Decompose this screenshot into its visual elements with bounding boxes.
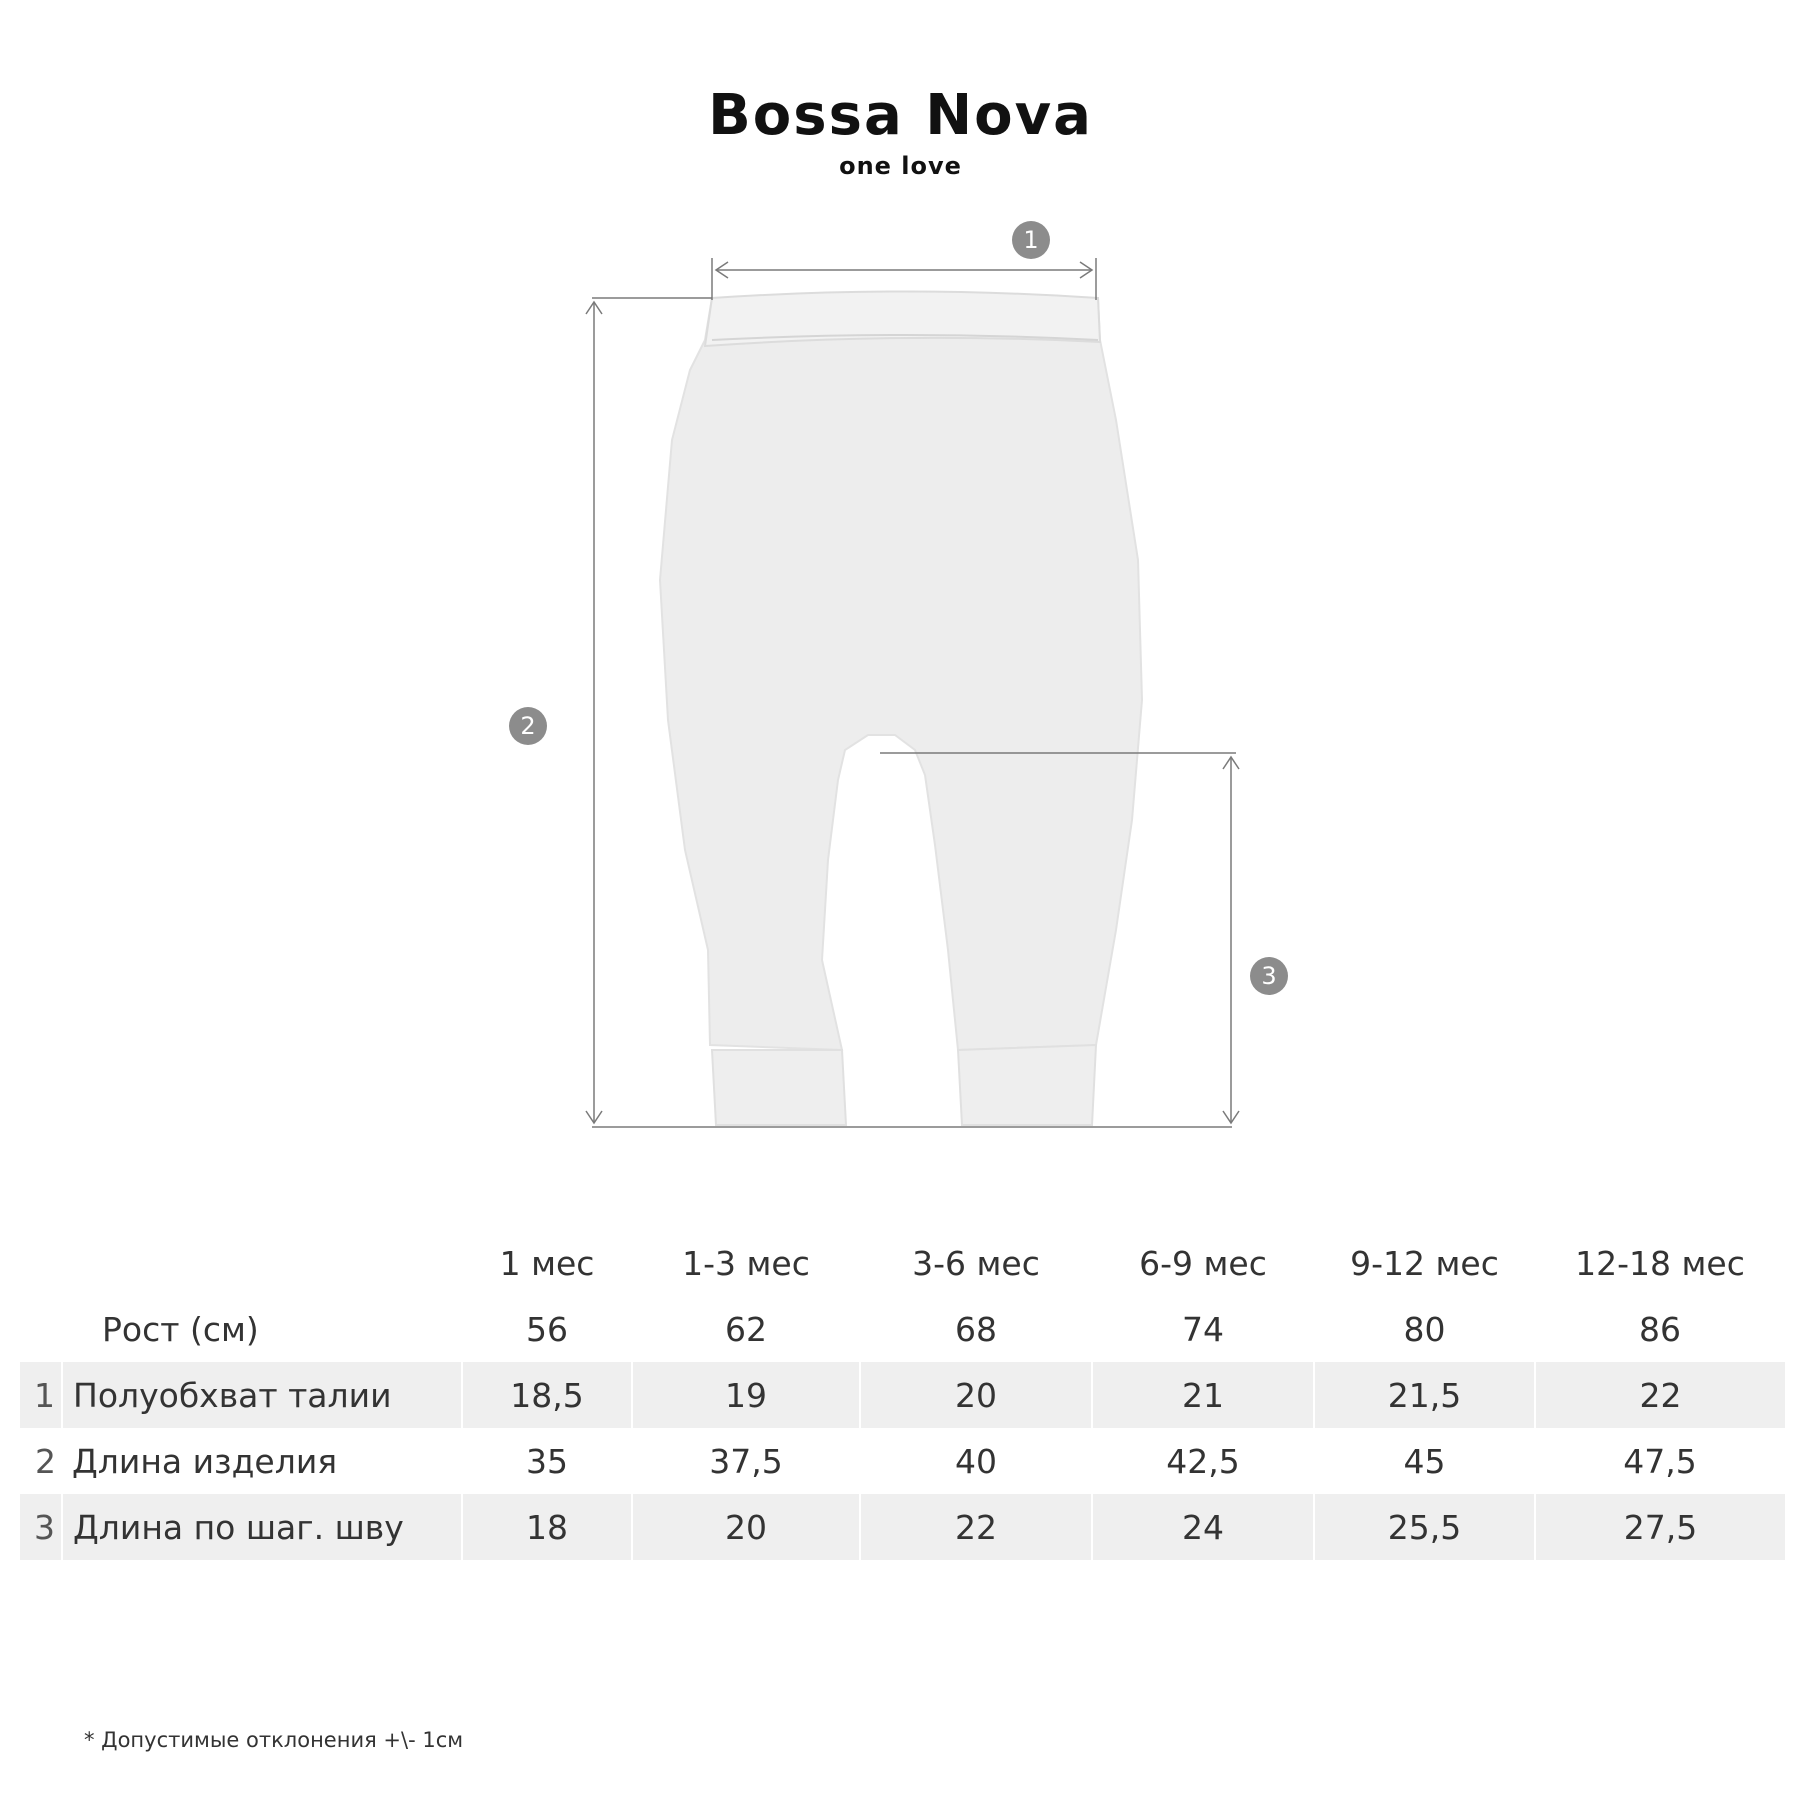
cell-value: 20 bbox=[632, 1494, 860, 1560]
cell-value: 21,5 bbox=[1314, 1362, 1535, 1428]
cell-value: 62 bbox=[725, 1309, 767, 1349]
size-chart-table bbox=[20, 1230, 1785, 1560]
table-row bbox=[20, 1428, 1785, 1494]
cell-value: 45 bbox=[1403, 1441, 1446, 1481]
cell-value: 27,5 bbox=[1535, 1494, 1785, 1560]
row-label: Рост (см) bbox=[102, 1309, 259, 1349]
cell-value: 35 bbox=[526, 1441, 568, 1481]
size-header: 3-6 мес bbox=[912, 1243, 1040, 1283]
cell-value: 74 bbox=[1182, 1309, 1224, 1349]
cell-value: 19 bbox=[632, 1362, 860, 1428]
tolerance-footnote: * Допустимые отклонения +\- 1см bbox=[84, 1728, 464, 1752]
cell-value: 56 bbox=[526, 1309, 568, 1349]
cell-value: 22 bbox=[860, 1494, 1092, 1560]
cell-value: 18 bbox=[462, 1494, 632, 1560]
cell-value: 20 bbox=[860, 1362, 1092, 1428]
size-header-row bbox=[20, 1230, 1785, 1296]
cell-value: 42,5 bbox=[1166, 1441, 1240, 1481]
size-header: 1 мес bbox=[499, 1243, 595, 1283]
size-header: 1-3 мес bbox=[682, 1243, 810, 1283]
height-row bbox=[20, 1296, 1785, 1362]
cell-value: 37,5 bbox=[709, 1441, 783, 1481]
size-header: 6-9 мес bbox=[1139, 1243, 1267, 1283]
table-row bbox=[20, 1362, 1785, 1428]
cell-value: 24 bbox=[1092, 1494, 1314, 1560]
right-cuff bbox=[958, 1045, 1096, 1125]
cell-value: 22 bbox=[1535, 1362, 1785, 1428]
cell-value: 47,5 bbox=[1623, 1441, 1697, 1481]
cell-value: 68 bbox=[955, 1309, 997, 1349]
size-header: 12-18 мес bbox=[1575, 1243, 1745, 1283]
table-row bbox=[20, 1494, 1785, 1560]
row-label: Длина изделия bbox=[72, 1441, 338, 1481]
marker-waist: 1 bbox=[1012, 221, 1050, 259]
cell-value: 40 bbox=[955, 1441, 997, 1481]
cell-value: 25,5 bbox=[1314, 1494, 1535, 1560]
brand-tagline: one love bbox=[839, 152, 962, 180]
row-number: 1 bbox=[20, 1362, 62, 1428]
pants-body bbox=[660, 298, 1142, 1050]
size-header: 9-12 мес bbox=[1350, 1243, 1499, 1283]
row-number: 2 bbox=[35, 1441, 56, 1481]
row-label: Полуобхват талии bbox=[62, 1362, 462, 1428]
marker-length: 2 bbox=[509, 707, 547, 745]
cell-value: 18,5 bbox=[462, 1362, 632, 1428]
cell-value: 21 bbox=[1092, 1362, 1314, 1428]
brand-name: Bossa Nova bbox=[708, 83, 1093, 148]
cell-value: 86 bbox=[1639, 1309, 1681, 1349]
row-number: 3 bbox=[20, 1494, 62, 1560]
row-label: Длина по шаг. шву bbox=[62, 1494, 462, 1560]
cell-value: 80 bbox=[1403, 1309, 1446, 1349]
left-cuff bbox=[712, 1050, 846, 1125]
marker-inseam: 3 bbox=[1250, 957, 1288, 995]
